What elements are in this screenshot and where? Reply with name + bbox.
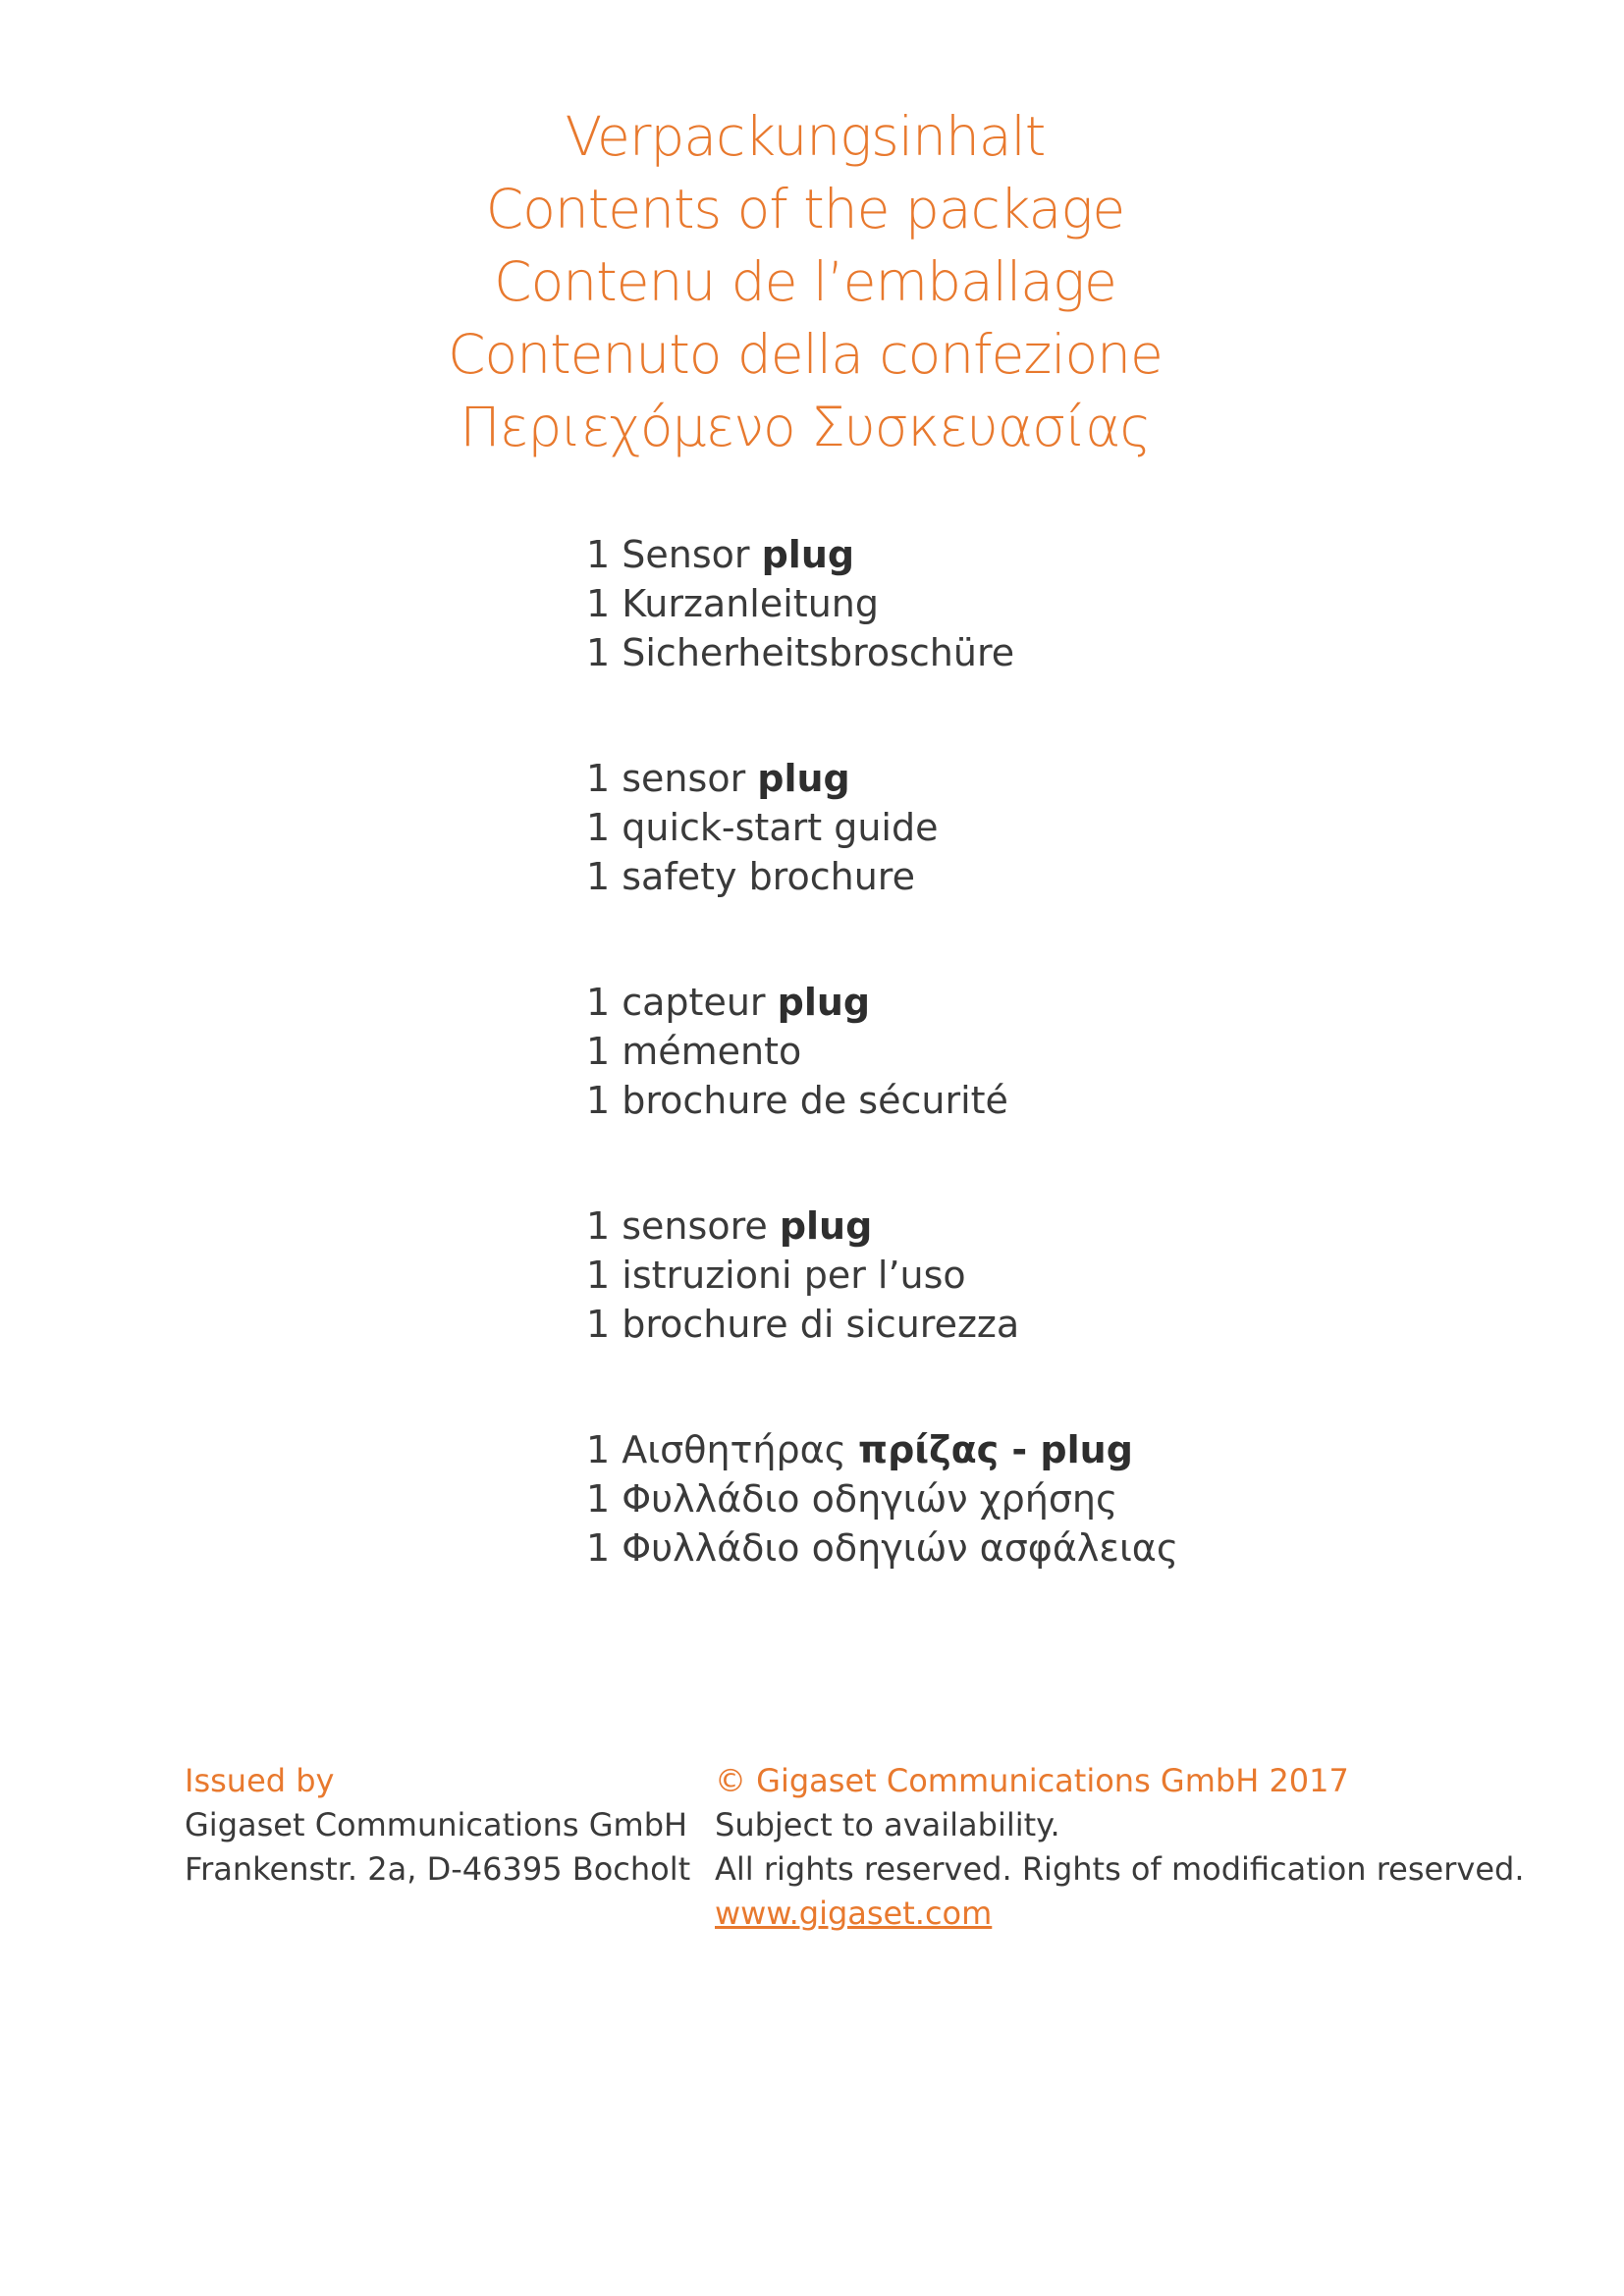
- title-italian: Contenuto della confezione: [448, 323, 1163, 386]
- item-text: 1 sensore: [586, 1204, 780, 1248]
- issuer-company: Gigaset Communications GmbH: [185, 1806, 688, 1843]
- list-item: 1 Φυλλάδιο οδηγιών ασφάλειας: [586, 1526, 1179, 1570]
- list-item: 1 mémento: [586, 1030, 802, 1073]
- contents-group-english: [586, 754, 1470, 901]
- item-bold-text: πρίζας - plug: [858, 1428, 1133, 1471]
- rights-notice: All rights reserved. Rights of modification reserved.: [715, 1850, 1525, 1888]
- title-french: Contenu de l’emballage: [494, 250, 1116, 313]
- list-item: [586, 754, 1470, 803]
- availability-notice: Subject to availability.: [715, 1806, 1060, 1843]
- contents-group-french: [586, 978, 1470, 1125]
- item-bold-text: plug: [777, 981, 871, 1024]
- list-item: [586, 1201, 1470, 1251]
- list-item: 1 quick-start guide: [586, 806, 939, 849]
- issuer-address: Frankenstr. 2a, D-46395 Bocholt: [185, 1850, 691, 1888]
- item-text: 1 Sensor: [586, 533, 762, 576]
- item-text: 1 sensor: [586, 757, 758, 800]
- item-bold-text: plug: [761, 533, 855, 576]
- list-item: 1 Sicherheitsbroschüre: [586, 631, 1015, 674]
- item-text: 1 Αισθητήρας: [586, 1428, 859, 1471]
- contents-group-german: [586, 530, 1470, 677]
- package-contents-titles: [0, 100, 1610, 463]
- contents-group-greek: [586, 1425, 1470, 1573]
- list-item: [586, 530, 1470, 579]
- legal-block: [715, 1759, 1559, 1936]
- contents-list: [586, 530, 1470, 1649]
- list-item: 1 Kurzanleitung: [586, 582, 879, 625]
- item-text: 1 capteur: [586, 981, 778, 1024]
- title-german: Verpackungsinhalt: [565, 105, 1046, 168]
- contents-group-italian: [586, 1201, 1470, 1349]
- list-item: 1 brochure di sicurezza: [586, 1303, 1020, 1346]
- list-item: [586, 1425, 1470, 1474]
- title-english: Contents of the package: [485, 178, 1125, 240]
- issuer-block: [185, 1759, 695, 1892]
- copyright-notice: © Gigaset Communications GmbH 2017: [715, 1762, 1349, 1799]
- website-link[interactable]: www.gigaset.com: [715, 1895, 993, 1932]
- list-item: 1 Φυλλάδιο οδηγιών χρήσης: [586, 1477, 1118, 1521]
- list-item: 1 safety brochure: [586, 855, 915, 898]
- item-bold-text: plug: [779, 1204, 873, 1248]
- list-item: 1 istruzioni per l’uso: [586, 1254, 966, 1297]
- item-bold-text: plug: [757, 757, 850, 800]
- title-greek: Περιεχόμενο Συσκευασίας: [460, 396, 1151, 458]
- list-item: 1 brochure de sécurité: [586, 1079, 1008, 1122]
- issued-by-label: Issued by: [185, 1762, 335, 1799]
- list-item: [586, 978, 1470, 1027]
